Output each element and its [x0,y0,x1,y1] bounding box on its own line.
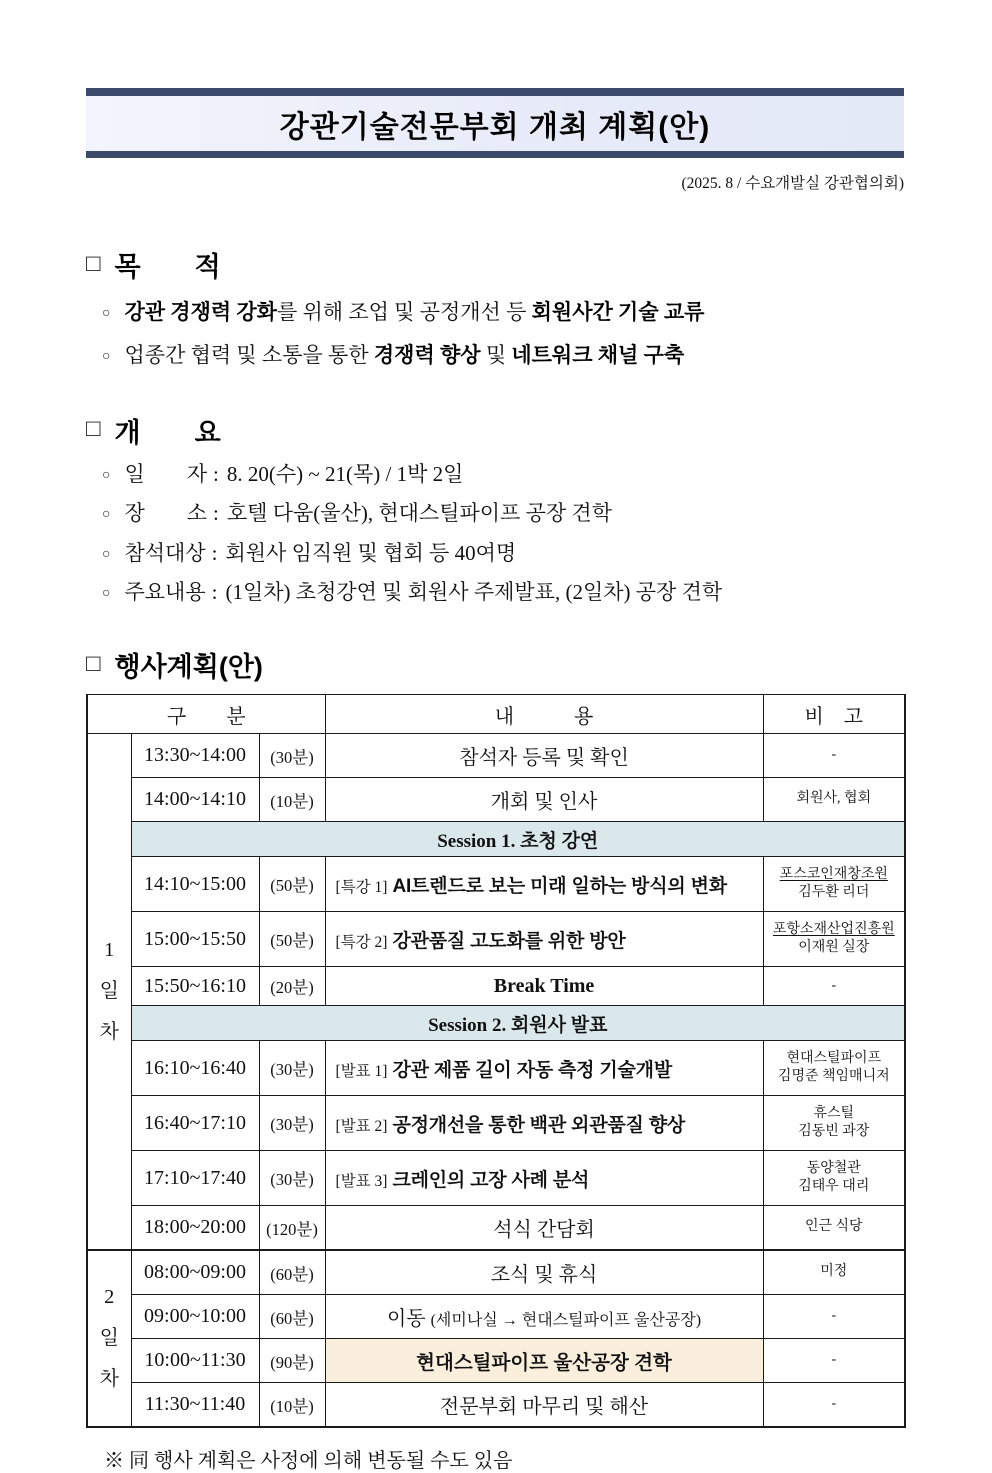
content-cell [325,1295,763,1339]
circle-bullet-icon: ○ [102,546,111,562]
plan-heading-label: 행사계획(안) [114,652,263,683]
day1-label-cell [87,734,131,1251]
presentation-title: 강관 제품 길이 자동 측정 기술개발 [392,1059,672,1081]
time-cell: 16:10~16:40 [131,1041,259,1096]
overview-item-label: 참석대상 [124,540,206,565]
overview-heading-label: 개 요 [114,417,221,448]
content-cell-highlighted: 현대스틸파이프 울산공장 견학 [325,1339,763,1383]
text-run-bold: 경쟁력 향상 [373,343,481,368]
lecture-title: AI트렌드로 보는 미래 일하는 방식의 변화 [392,875,727,897]
presentation-tag: [발표 3] [335,1172,388,1190]
overview-separator: : [213,501,219,526]
content-cell [325,912,763,967]
duration-cell: (30분) [259,1096,325,1151]
overview-item-attendees [86,539,904,568]
table-row-highlight [87,1339,905,1383]
time-cell: 18:00~20:00 [131,1206,259,1251]
title-bottom-bar [86,151,904,158]
text-run-bold: 강관 경쟁력 강화 [124,300,277,324]
footnote: ※ 同 행사 계획은 사정에 의해 변동될 수도 있음 [104,1450,513,1473]
speaker-org: 포항소재산업진흥원 [772,921,895,937]
overview-item-label: 장 소 [124,501,208,526]
content-cell: 참석자 등록 및 확인 [325,734,763,778]
content-cell [325,857,763,912]
lecture-tag: [특강 1] [335,878,388,896]
table-row [87,734,905,778]
duration-cell: (60분) [259,1295,325,1339]
duration-cell: (30분) [259,1041,325,1096]
purpose-heading-label: 목 적 [114,252,221,282]
lecture-tag: [특강 2] [335,933,388,951]
remark-cell: - [763,1295,905,1339]
purpose-bullet-1-text [124,297,704,327]
title-top-bar [86,88,904,96]
text-run: 업종간 협력 및 소통을 통한 [124,343,374,368]
document-title: 강관기술전문부회 개최 계획(안) [279,110,711,144]
event-plan-table [86,694,906,1428]
table-header-remark: 비 고 [763,695,905,734]
remark-cell: 인근 식당 [763,1206,905,1251]
duration-cell: (120분) [259,1206,325,1251]
content-cell [325,1041,763,1096]
speaker-org: 현대스틸파이프 [786,1050,882,1066]
session2-row [87,1006,905,1041]
remark-cell [763,912,905,967]
session1-row [87,822,905,857]
day2-label: 2일차 [99,1286,119,1391]
session1-title: Session 1. 초청 강연 [131,822,905,857]
circle-bullet-icon: ○ [102,586,111,602]
square-bullet-icon: □ [86,649,101,677]
duration-cell: (30분) [259,734,325,778]
speaker-name: 김태우 대리 [798,1179,870,1195]
table-row [87,1096,905,1151]
day2-label-cell [87,1250,131,1427]
overview-item-label: 일 자 [124,461,208,486]
time-cell: 13:30~14:00 [131,734,259,778]
table-header-group: 구 분 [87,695,325,734]
table-row [87,857,905,912]
remark-cell [763,857,905,912]
title-box [86,96,904,151]
circle-bullet-icon: ○ [102,306,111,321]
duration-cell: (60분) [259,1250,325,1295]
remark-cell: 미정 [763,1250,905,1295]
overview-item-value: (1일차) 초청강연 및 회원사 주제발표, (2일차) 공장 견학 [225,580,723,605]
content-cell: 개회 및 인사 [325,778,763,822]
table-row [87,967,905,1006]
table-row [87,778,905,822]
presentation-title: 크레인의 고장 사례 분석 [392,1169,590,1191]
speaker-name: 이재원 실장 [798,940,870,956]
remark-cell: - [763,1383,905,1428]
time-cell: 14:00~14:10 [131,778,259,822]
speaker-org: 휴스틸 [813,1105,855,1121]
content-cell [325,1151,763,1206]
table-row [87,912,905,967]
table-header-row [87,695,905,734]
time-cell: 11:30~11:40 [131,1383,259,1428]
presentation-tag: [발표 2] [335,1117,388,1135]
table-row [87,1383,905,1428]
table-row [87,1151,905,1206]
time-cell: 10:00~11:30 [131,1339,259,1383]
remark-cell [763,1151,905,1206]
speaker-name: 김두환 리더 [798,885,870,901]
purpose-bullet-1 [86,297,904,327]
overview-item-value: 8. 20(수) ~ 21(목) / 1박 2일 [226,461,464,486]
remark-cell: - [763,734,905,778]
speaker-name: 김동빈 과장 [798,1124,870,1140]
speaker-name: 김명준 책임매니저 [777,1069,890,1085]
table-row [87,1206,905,1251]
document-subtitle: (2025. 8 / 수요개발실 강관협의회) [681,175,904,192]
presentation-title: 공정개선을 통한 백관 외관품질 향상 [392,1114,686,1136]
duration-cell: (90분) [259,1339,325,1383]
title-block [86,88,904,158]
text-run-bold: 회원사간 기술 교류 [531,300,705,324]
purpose-bullet-2-text [124,340,684,370]
table-row [87,1295,905,1339]
overview-separator: : [211,540,218,565]
circle-bullet-icon: ○ [102,467,111,483]
content-cell: 석식 간담회 [325,1206,763,1251]
duration-cell: (10분) [259,778,325,822]
move-label: 이동 [386,1308,431,1331]
lecture-title: 강관품질 고도화를 위한 방안 [392,930,626,952]
day1-label: 1일차 [99,939,119,1044]
time-cell: 09:00~10:00 [131,1295,259,1339]
speaker-org: 포스코인재창조원 [779,866,888,882]
duration-cell: (20분) [259,967,325,1006]
circle-bullet-icon: ○ [102,349,111,365]
text-run: 및 [480,343,512,368]
time-cell: 14:10~15:00 [131,857,259,912]
time-cell: 15:50~16:10 [131,967,259,1006]
text-run: 를 위해 조업 및 공정개선 등 [276,300,532,324]
time-cell: 17:10~17:40 [131,1151,259,1206]
duration-cell: (30분) [259,1151,325,1206]
overview-item-value: 회원사 임직원 및 협회 등 40여명 [225,540,517,565]
time-cell: 08:00~09:00 [131,1250,259,1295]
content-cell: Break Time [325,967,763,1006]
remark-cell: - [763,1339,905,1383]
overview-item-place [86,499,904,528]
remark-cell: - [763,967,905,1006]
duration-cell: (50분) [259,857,325,912]
overview-separator: : [213,461,219,486]
overview-item-label: 주요내용 [124,580,206,605]
time-cell: 15:00~15:50 [131,912,259,967]
overview-item-main-content [86,578,904,607]
table-row [87,1041,905,1096]
remark-cell [763,1041,905,1096]
content-cell: 전문부회 마무리 및 해산 [325,1383,763,1428]
section-heading-overview [86,411,904,450]
remark-cell: 회원사, 협회 [763,778,905,822]
overview-item-date [86,460,904,489]
speaker-org: 동양철관 [806,1160,861,1176]
overview-item-value: 호텔 다움(울산), 현대스틸파이프 공장 견학 [226,501,612,526]
circle-bullet-icon: ○ [102,507,111,523]
section-heading-plan [86,645,904,684]
remark-cell [763,1096,905,1151]
presentation-tag: [발표 1] [335,1062,388,1080]
session2-title: Session 2. 회원사 발표 [131,1006,905,1041]
table-row [87,1250,905,1295]
move-detail: (세미나실 → 현대스틸파이프 울산공장) [430,1312,702,1330]
text-run-bold: 네트워크 채널 구축 [511,343,685,368]
square-bullet-icon: □ [86,249,101,277]
purpose-bullet-2 [86,340,904,370]
duration-cell: (50분) [259,912,325,967]
table-header-content: 내 용 [325,695,763,734]
content-cell: 조식 및 휴식 [325,1250,763,1295]
section-heading-purpose [86,245,904,284]
square-bullet-icon: □ [86,415,101,443]
overview-separator: : [211,580,218,605]
time-cell: 16:40~17:10 [131,1096,259,1151]
duration-cell: (10분) [259,1383,325,1428]
content-cell [325,1096,763,1151]
